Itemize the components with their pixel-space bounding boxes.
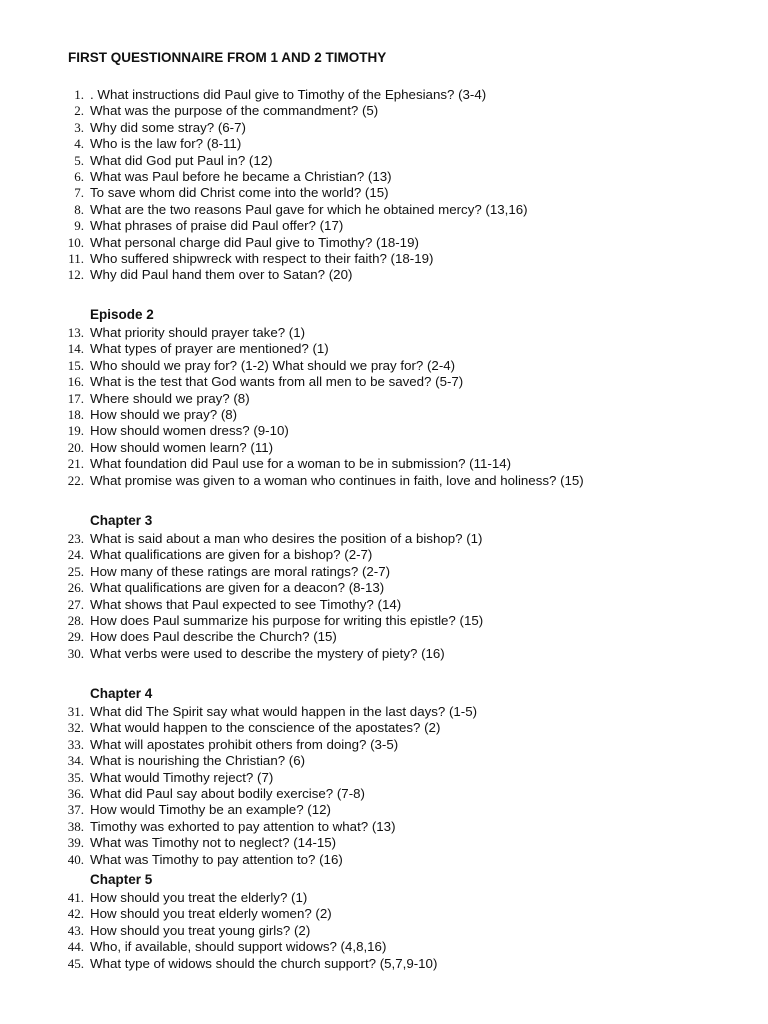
question-number: 10. — [67, 234, 84, 250]
question-text: What did The Spirit say what would happen in the last days? (1-5) — [90, 704, 478, 719]
question-text: What shows that Paul expected to see Timothy? (14) — [90, 596, 402, 612]
section-heading: Chapter 5 — [90, 872, 153, 887]
question-number: 20. — [67, 439, 84, 455]
question-number: 36. — [67, 785, 84, 801]
question-text: What did God put Paul in? (12) — [90, 152, 273, 168]
question-text: What priority should prayer take? (1) — [90, 325, 306, 340]
question-number: 41. — [67, 890, 84, 905]
question-number: 42. — [67, 906, 84, 922]
question-number: 7. — [74, 185, 84, 201]
question-number: 28. — [67, 612, 84, 628]
question-text: How should we pray? (8) — [90, 406, 238, 422]
question-number: 5. — [74, 152, 84, 168]
question-text: What was the purpose of the commandment? (5) — [90, 103, 379, 119]
question-number: 17. — [67, 390, 84, 406]
question-text: How many of these ratings are moral ratings? (2-7) — [90, 563, 391, 579]
section-heading: Chapter 4 — [90, 686, 153, 701]
question-number: 34. — [67, 753, 84, 769]
question-number: 27. — [67, 596, 84, 612]
question-text: Why did Paul hand them over to Satan? (20) — [90, 267, 353, 283]
question-text: What would Timothy reject? (7) — [90, 769, 274, 785]
question-text: Why did some stray? (6-7) — [90, 119, 246, 135]
question-number: 31. — [67, 704, 84, 719]
question-number: 18. — [67, 406, 84, 422]
question-number: 11. — [68, 250, 84, 266]
question-text: What did Paul say about bodily exercise? (7-8) — [90, 785, 365, 801]
section-heading: Chapter 3 — [90, 513, 153, 528]
question-text: What foundation did Paul use for a woman to be in submission? (11-14) — [90, 456, 512, 472]
question-text: How does Paul describe the Church? (15) — [90, 629, 337, 645]
question-number: 45. — [67, 955, 84, 971]
question-number: 26. — [67, 580, 84, 596]
question-text: Who should we pray for? (1-2) What should we pray for? (2-4) — [90, 357, 456, 373]
question-number: 12. — [67, 267, 84, 283]
document-title: FIRST QUESTIONNAIRE FROM 1 AND 2 TIMOTHY — [68, 50, 387, 65]
question-number: 21. — [67, 456, 84, 472]
question-text: What qualifications are given for a bishop? (2-7) — [90, 547, 373, 563]
question-number: 33. — [67, 736, 84, 752]
question-text: Who suffered shipwreck with respect to their faith? (18-19) — [90, 250, 434, 266]
question-number: 39. — [67, 835, 84, 851]
question-number: 14. — [67, 341, 84, 357]
question-number: 23. — [67, 531, 84, 546]
question-number: 43. — [67, 922, 84, 938]
question-text: How should women dress? (9-10) — [90, 423, 289, 439]
question-text: How would Timothy be an example? (12) — [90, 802, 331, 818]
question-text: What type of widows should the church support? (5,7,9-10) — [90, 955, 438, 971]
question-text: What phrases of praise did Paul offer? (17) — [90, 218, 344, 234]
question-text: What was Timothy to pay attention to? (16) — [90, 851, 343, 867]
question-number: 35. — [67, 769, 84, 785]
question-number: 25. — [67, 563, 84, 579]
question-text: Timothy was exhorted to pay attention to what? (13) — [90, 818, 396, 834]
question-text: How should you treat young girls? (2) — [90, 922, 311, 938]
question-text: Where should we pray? (8) — [90, 390, 250, 406]
question-number: 15. — [67, 357, 84, 373]
question-text: How should you treat the elderly? (1) — [90, 890, 308, 905]
question-number: 9. — [74, 218, 84, 234]
question-number: 2. — [74, 103, 84, 119]
question-text: Who is the law for? (8-11) — [90, 136, 242, 152]
question-text: What qualifications are given for a deacon? (8-13) — [90, 580, 385, 596]
question-number: 37. — [67, 802, 84, 818]
question-number: 40. — [67, 851, 84, 867]
question-number: 8. — [74, 201, 84, 217]
question-text: Who, if available, should support widows? (4,8,16) — [90, 939, 387, 955]
question-text: How should women learn? (11) — [90, 439, 274, 455]
question-text: What was Timothy not to neglect? (14-15) — [90, 835, 337, 851]
question-text: How does Paul summarize his purpose for writing this epistle? (15) — [90, 612, 484, 628]
question-text: To save whom did Christ come into the world? (15) — [90, 185, 389, 201]
question-number: 13. — [67, 325, 84, 340]
question-number: 24. — [67, 547, 84, 563]
question-text: What is said about a man who desires the position of a bishop? (1) — [90, 531, 483, 546]
question-text: How should you treat elderly women? (2) — [90, 906, 332, 922]
question-number: 29. — [67, 629, 84, 645]
question-text: What is nourishing the Christian? (6) — [90, 753, 306, 769]
question-text: What will apostates prohibit others from doing? (3-5) — [90, 736, 399, 752]
question-number: 19. — [67, 423, 84, 439]
question-number: 4. — [74, 136, 84, 152]
question-number: 30. — [67, 645, 84, 661]
question-number: 1. — [74, 87, 84, 102]
question-number: 22. — [67, 472, 84, 488]
question-number: 38. — [67, 818, 84, 834]
question-number: 44. — [67, 939, 84, 955]
question-text: What promise was given to a woman who continues in faith, love and holiness? (15) — [90, 472, 584, 488]
question-text: . What instructions did Paul give to Timothy of the Ephesians? (3-4) — [90, 87, 487, 102]
question-text: What is the test that God wants from all men to be saved? (5-7) — [90, 374, 464, 390]
question-text: What was Paul before he became a Christian? (13) — [90, 168, 392, 184]
question-text: What would happen to the conscience of the apostates? (2) — [90, 720, 441, 736]
question-text: What verbs were used to describe the mystery of piety? (16) — [90, 645, 445, 661]
question-number: 16. — [67, 374, 84, 390]
question-text: What personal charge did Paul give to Timothy? (18-19) — [90, 234, 419, 250]
question-text: What are the two reasons Paul gave for which he obtained mercy? (13,16) — [90, 201, 528, 217]
question-text: What types of prayer are mentioned? (1) — [90, 341, 329, 357]
question-number: 3. — [74, 119, 84, 135]
question-number: 32. — [67, 720, 84, 736]
section-heading: Episode 2 — [90, 307, 154, 322]
question-number: 6. — [74, 168, 84, 184]
